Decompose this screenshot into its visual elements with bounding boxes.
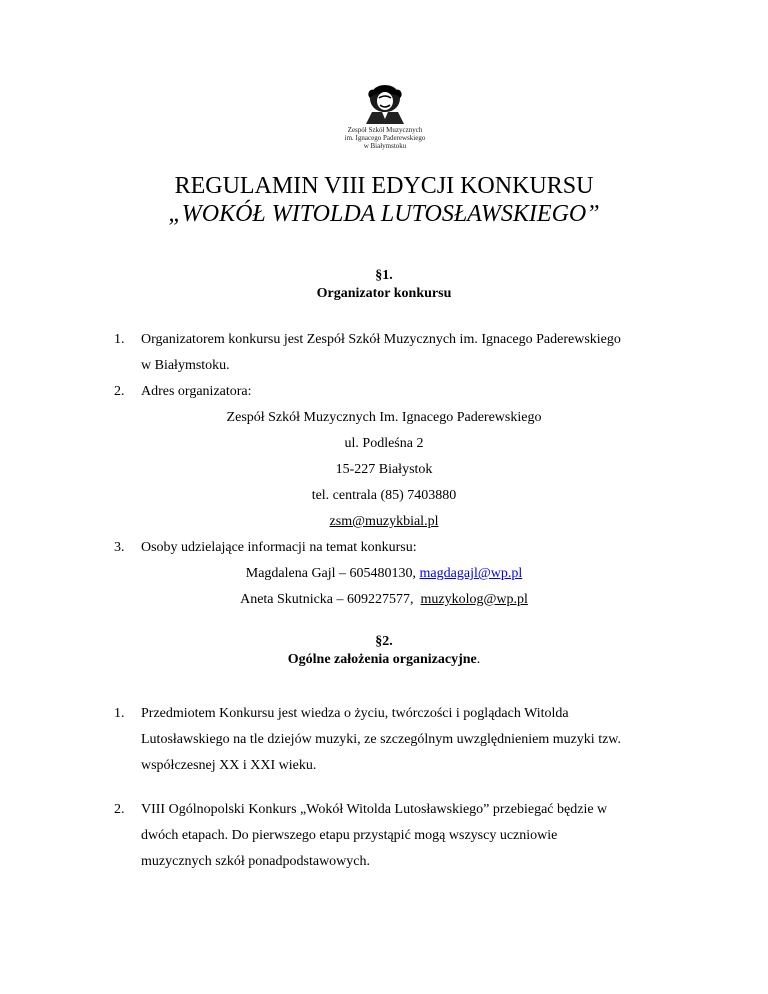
section2-heading-row [0,651,768,669]
document-subtitle: „WOKÓŁ WITOLDA LUTOSŁAWSKIEGO” [168,201,600,227]
address-line1: Zespół Szkół Muzycznych Im. Ignacego Paderewskiego [226,410,542,425]
contact-1-email-link[interactable]: magdagajl@wp.pl [419,566,523,581]
section2-item1-number: 1. [114,706,125,721]
section2-item2-number: 2. [114,802,125,817]
address-email-row [0,513,768,531]
section2-number: §2. [375,634,393,649]
section1-item1-line2: w Białymstoku. [141,358,230,373]
section1-heading: Organizator konkursu [316,286,452,301]
logo-name-line2: im. Ignacego Paderewskiego [344,134,426,142]
contact-row-1 [0,565,768,583]
section1-item2-number: 2. [114,384,125,399]
section1-item1-number: 1. [114,332,125,347]
contact-2-email-link[interactable]: muzykolog@wp.pl [420,592,528,607]
section2-item1-line1: Przedmiotem Konkursu jest wiedza o życiu, twórczości i poglądach Witolda [141,706,569,721]
section2-item2-line3: muzycznych szkół ponadpodstawowych. [141,854,370,869]
section2-item2-line1: VIII Ogólnopolski Konkurs „Wokół Witolda Lutosławskiego” przebiegać będzie w [141,802,608,817]
school-logo [340,82,430,154]
section1-item3-number: 3. [114,540,125,555]
section1-item2-line1: Adres organizatora: [141,384,252,399]
section1-number: §1. [375,268,393,283]
address-line2: ul. Podleśna 2 [344,436,424,451]
section2-item1-line2: Lutosławskiego na tle dziejów muzyki, ze szczególnym uwzględnieniem muzyki tzw. [141,732,622,747]
address-line3: 15-227 Białystok [335,462,433,477]
section2-item1-line3: współczesnej XX i XXI wieku. [141,758,317,773]
organizer-email-link[interactable]: zsm@muzykbial.pl [329,514,439,529]
logo-name-line1: Zespół Szkół Muzycznych [347,126,423,134]
section2-heading: Ogólne założenia organizacyjne [287,652,477,667]
contact-row-2 [0,591,768,609]
portrait-emblem-icon [340,82,430,124]
address-line4: tel. centrala (85) 7403880 [311,488,457,503]
logo-name-line3: w Białymstoku [363,142,407,150]
section1-item3-line1: Osoby udzielające informacji na temat konkursu: [141,540,417,555]
document-title: REGULAMIN VIII EDYCJI KONKURSU [174,173,594,199]
section1-item1-line1: Organizatorem konkursu jest Zespół Szkół Muzycznych im. Ignacego Paderewskiego [141,332,621,347]
section2-heading-period: . [476,652,481,667]
contact-2-text: Aneta Skutnicka – 609227577, [240,592,421,607]
contact-1-text: Magdalena Gajl – 605480130, [245,566,420,581]
section2-item2-line2: dwóch etapach. Do pierwszego etapu przystąpić mogą wszyscy uczniowie [141,828,558,843]
